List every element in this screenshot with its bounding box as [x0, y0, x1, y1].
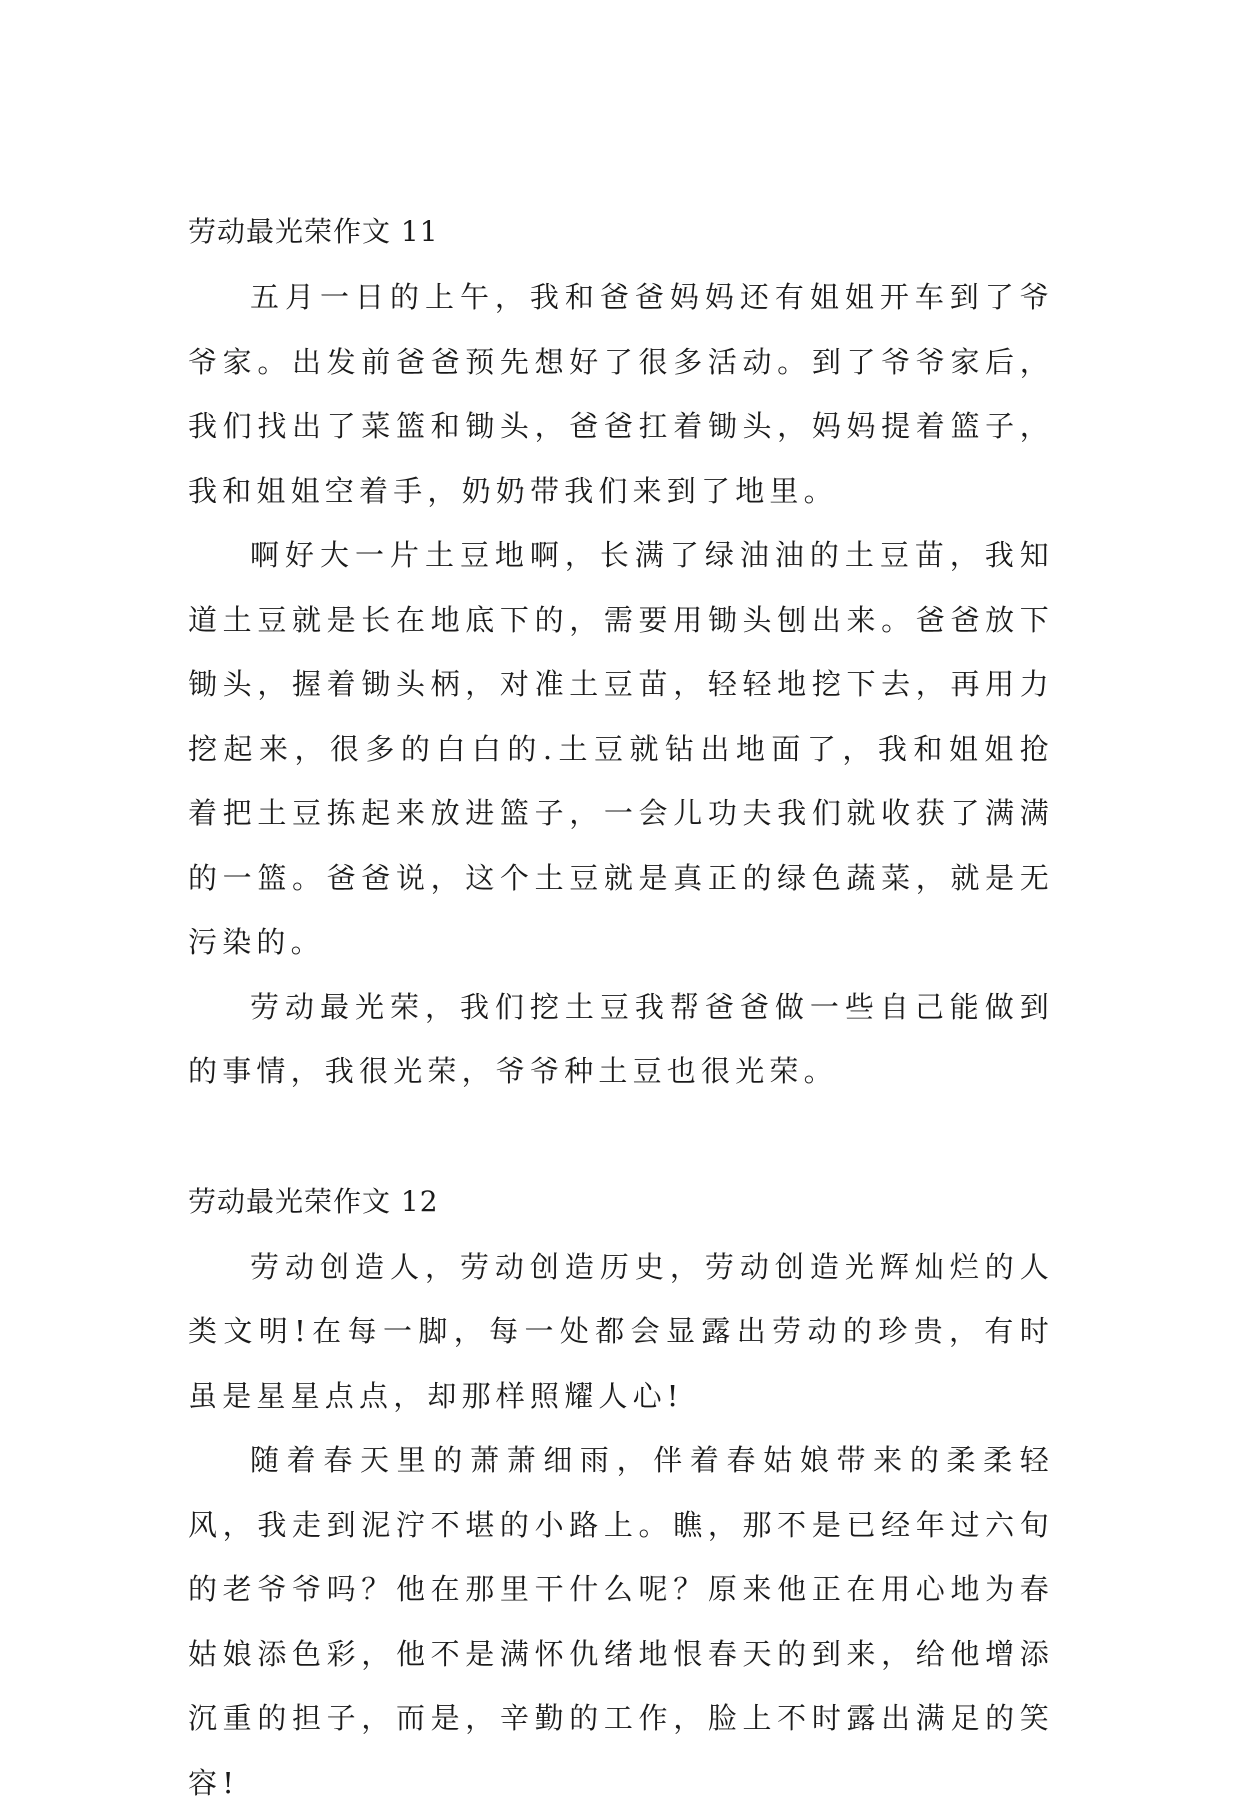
essay-title: 劳动最光荣作文 12	[188, 1182, 1054, 1222]
paragraph: 随着春天里的萧萧细雨，伴着春姑娘带来的柔柔轻风，我走到泥泞不堪的小路上。瞧，那不是已经年过六旬的老爷爷吗？他在那里干什么呢？原来他正在用心地为春姑娘添色彩，他不是满怀仇绪地恨春天的到来，给他增添沉重的担子，而是，辛勤的工作，脸上不时露出满足的笑容!	[188, 1428, 1054, 1815]
essay-section-11	[188, 212, 1054, 1104]
essay-section-12	[188, 1182, 1054, 1815]
paragraph: 劳动创造人，劳动创造历史，劳动创造光辉灿烂的人类文明!在每一脚，每一处都会显露出劳动的珍贵，有时虽是星星点点，却那样照耀人心!	[188, 1235, 1054, 1429]
paragraph: 五月一日的上午，我和爸爸妈妈还有姐姐开车到了爷爷家。出发前爸爸预先想好了很多活动。到了爷爷家后，我们找出了菜篮和锄头，爸爸扛着锄头，妈妈提着篮子，我和姐姐空着手，奶奶带我们来到了地里。	[188, 265, 1054, 523]
paragraph: 啊好大一片土豆地啊，长满了绿油油的土豆苗，我知道土豆就是长在地底下的，需要用锄头刨出来。爸爸放下锄头，握着锄头柄，对准土豆苗，轻轻地挖下去，再用力挖起来，很多的白白的.土豆就钻出地面了，我和姐姐抢着把土豆拣起来放进篮子，一会儿功夫我们就收获了满满的一篮。爸爸说，这个土豆就是真正的绿色蔬菜，就是无污染的。	[188, 523, 1054, 975]
paragraph: 劳动最光荣，我们挖土豆我帮爸爸做一些自己能做到的事情，我很光荣，爷爷种土豆也很光荣。	[188, 975, 1054, 1104]
document-body	[188, 212, 1054, 1815]
essay-title: 劳动最光荣作文 11	[188, 212, 1054, 252]
